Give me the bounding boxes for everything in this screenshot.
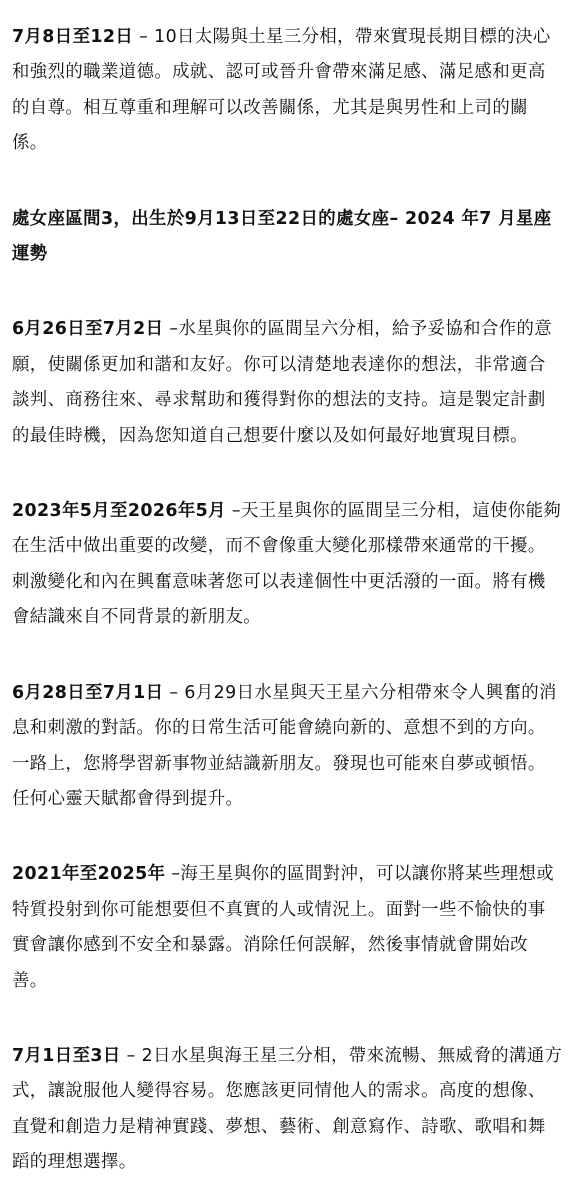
- date-range: 7月1日至3日: [12, 1045, 121, 1066]
- forecast-text: –海王星與你的區間對沖，可以讓你將某些理想或特質投射到你可能想要但不真實的人或情況上。面對一些不愉快的事實會讓你感到不安全和暴露。消除任何誤解，然後事情就會開始改善。: [12, 864, 555, 991]
- forecast-paragraph: [12, 676, 563, 818]
- date-range: 7月8日至12日: [12, 27, 134, 47]
- date-range: 2021年至2025年: [12, 864, 166, 885]
- date-range: 6月26日至7月2日: [12, 319, 164, 340]
- forecast-text: – 10日太陽與土星三分相，帶來實現長期目標的決心和強烈的職業道德。成就、認可或晉升會帶來滿足感、滿足感和更高的自尊。相互尊重和理解可以改善關係，尤其是與男性和上司的關係。: [12, 27, 551, 154]
- forecast-text: – 2日水星與海王星三分相，帶來流暢、無威脅的溝通方式，讓說服他人變得容易。您應該更同情他人的需求。高度的想像、直覺和創造力是精神實踐、夢想、藝術、創意寫作、詩歌、歌唱和舞蹈的理想選擇。: [12, 1045, 563, 1173]
- forecast-paragraph: [12, 857, 563, 999]
- forecast-paragraph: [12, 312, 563, 454]
- forecast-paragraph: [12, 20, 563, 162]
- date-range: 2023年5月至2026年5月: [12, 501, 226, 522]
- section-heading: 處女座區間3，出生於9月13日至22日的處女座– 2024 年7 月星座運勢: [12, 208, 552, 265]
- date-range: 6月28日至7月1日: [12, 682, 164, 703]
- forecast-paragraph: [12, 1039, 563, 1181]
- forecast-text: –天王星與你的區間呈三分相，這使你能夠在生活中做出重要的改變，而不會像重大變化那樣帶來通常的干擾。刺激變化和內在興奮意味著您可以表達個性中更活潑的一面。將有機會結識來自不同背景的新朋友。: [12, 501, 562, 628]
- forecast-text: –水星與你的區間呈六分相，給予妥協和合作的意願，使關係更加和諧和友好。你可以清楚地表達你的想法，非常適合談判、商務往來、尋求幫助和獲得對你的想法的支持。這是製定計劃的最佳時機，因為您知道自己想要什麼以及如何最好地實現目標。: [12, 319, 553, 446]
- forecast-text: – 6月29日水星與天王星六分相帶來令人興奮的消息和刺激的對話。你的日常生活可能會繞向新的、意想不到的方向。一路上，您將學習新事物並結識新朋友。發現也可能來自夢或頓悟。任何心靈天賦都會得到提升。: [12, 682, 557, 809]
- forecast-paragraph: [12, 494, 563, 636]
